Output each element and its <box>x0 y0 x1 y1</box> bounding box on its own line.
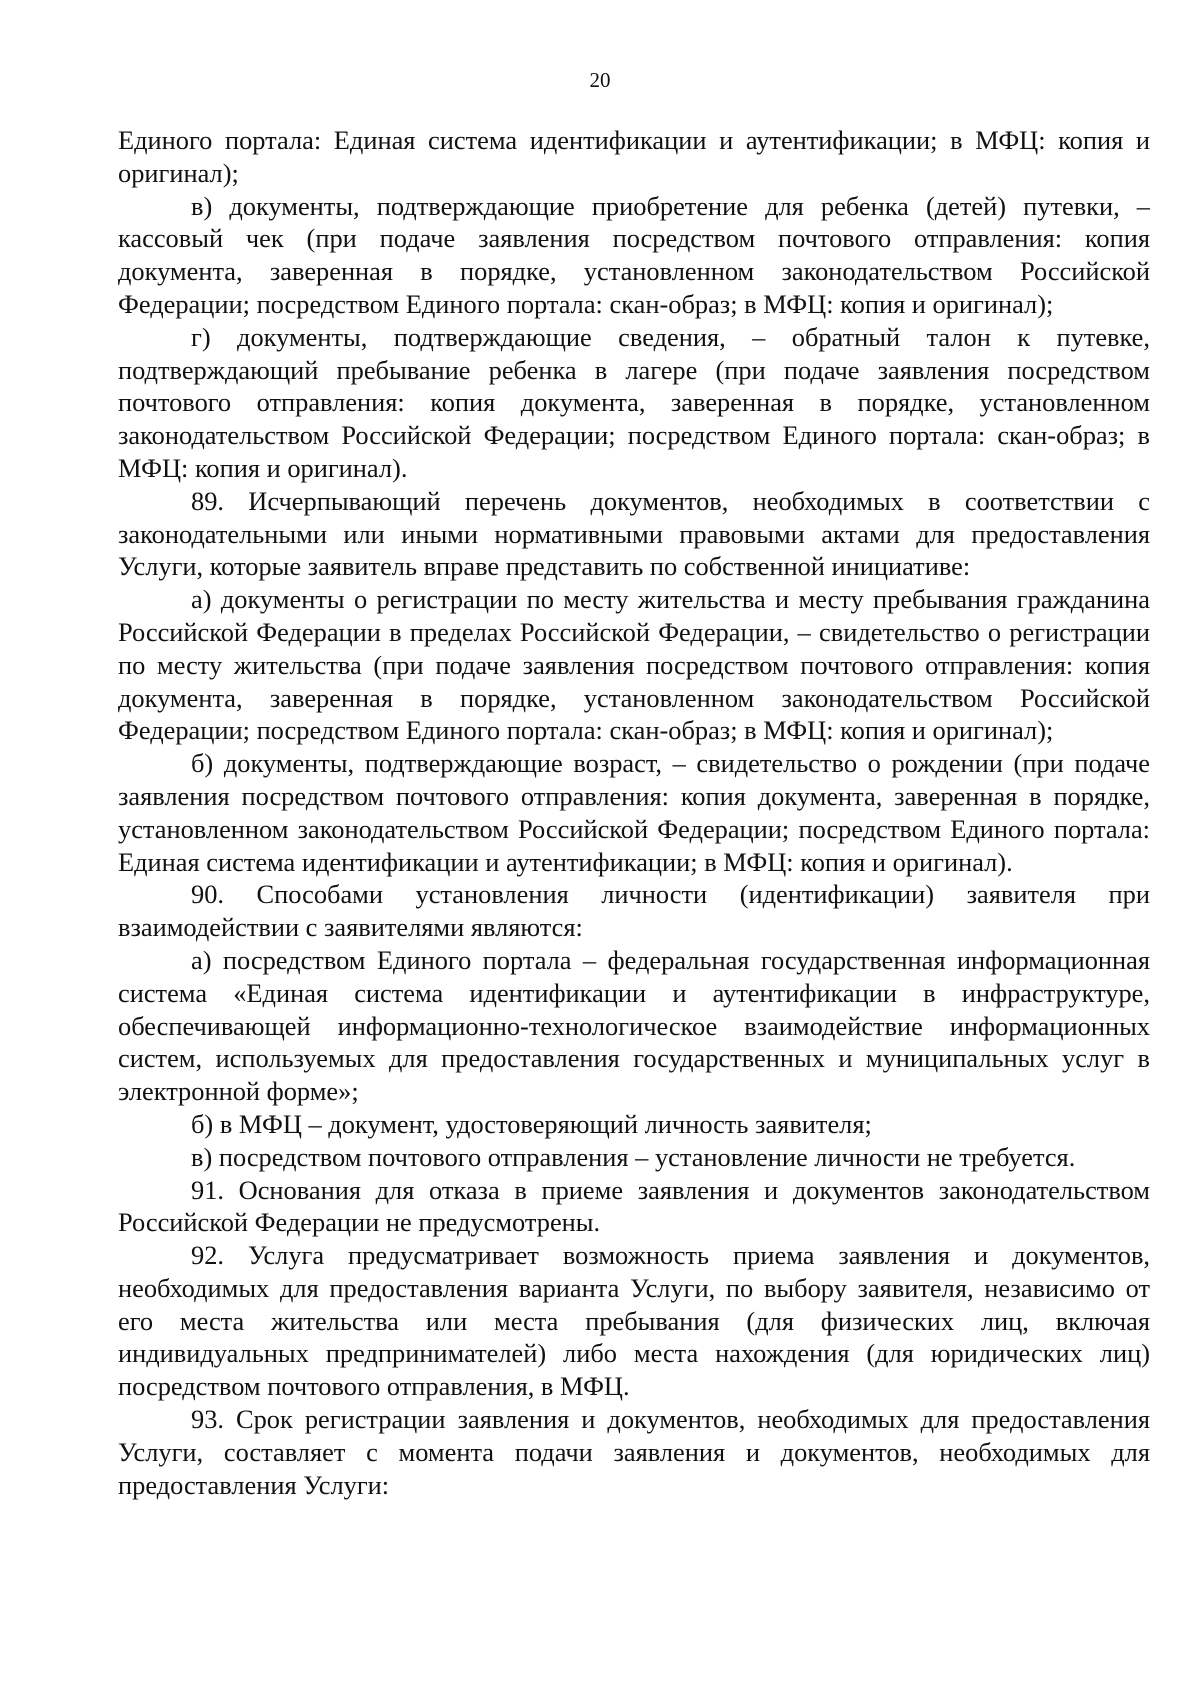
paragraph-clause-89-item-b: б) документы, подтверждающие возраст, – свидетельство о рождении (при подаче заявления посредством почтового отправления: копия документа, заверенная в порядке, установленном законодательством Российской Федерации; посредством Единого портала: Единая система идентификации и аутентификации; в МФЦ: копия и оригинал). <box>118 748 1150 877</box>
paragraph-clause-92: 92. Услуга предусматривает возможность приема заявления и документов, необходимых для предоставления варианта Услуги, по выбору заявителя, независимо от его места жительства или места пребывания (для физических лиц, включая индивидуальных предпринимателей) либо места нахождения (для юридических лиц) посредством почтового отправления, в МФЦ. <box>118 1240 1150 1402</box>
paragraph-clause-89-item-a: а) документы о регистрации по месту жительства и месту пребывания гражданина Российской Федерации в пределах Российской Федерации, – свидетельство о регистрации по месту жительства (при подаче заявления посредством почтового отправления: копия документа, заверенная в порядке, установленном законодательством Российской Федерации; посредством Единого портала: скан-образ; в МФЦ: копия и оригинал); <box>118 584 1150 746</box>
paragraph-clause-89: 89. Исчерпывающий перечень документов, необходимых в соответствии с законодательными или иными нормативными правовыми актами для предоставления Услуги, которые заявитель вправе представить по собственной инициативе: <box>118 485 1150 582</box>
paragraph-item-g: г) документы, подтверждающие сведения, – обратный талон к путевке, подтверждающий пребывание ребенка в лагере (при подаче заявления посредством почтового отправления: копия документа, заверенная в порядке, установленном законодательством Российской Федерации; посредством Единого портала: скан-образ; в МФЦ: копия и оригинал). <box>118 321 1150 483</box>
paragraph-clause-90-item-b: б) в МФЦ – документ, удостоверяющий личность заявителя; <box>191 1108 872 1139</box>
paragraph-item-v: в) документы, подтверждающие приобретение для ребенка (детей) путевки, – кассовый чек (при подаче заявления посредством почтового отправления: копия документа, заверенная в порядке, установленном законодательством Российской Федерации; посредством Единого портала: скан-образ; в МФЦ: копия и оригинал); <box>118 190 1150 319</box>
paragraph-continuation: Единого портала: Единая система идентификации и аутентификации; в МФЦ: копия и оригинал); <box>118 125 1150 188</box>
paragraph-clause-91: 91. Основания для отказа в приеме заявления и документов законодательством Российской Федерации не предусмотрены. <box>118 1174 1150 1238</box>
paragraph-clause-90: 90. Способами установления личности (идентификации) заявителя при взаимодействии с заявителями являются: <box>118 879 1150 943</box>
paragraph-clause-90-item-a: а) посредством Единого портала – федеральная государственная информационная система «Единая система идентификации и аутентификации в инфраструктуре, обеспечивающей информационно-технологическое взаимодействие информационных систем, используемых для предоставления государственных и муниципальных услуг в электронной форме»; <box>118 944 1150 1107</box>
page-number: 20 <box>589 68 611 92</box>
paragraph-clause-93: 93. Срок регистрации заявления и документов, необходимых для предоставления Услуги, составляет с момента подачи заявления и документов, необходимых для предоставления Услуги: <box>118 1404 1150 1500</box>
document-body <box>118 124 1150 1501</box>
paragraph-clause-90-item-v: в) посредством почтового отправления – установление личности не требуется. <box>191 1141 1076 1172</box>
